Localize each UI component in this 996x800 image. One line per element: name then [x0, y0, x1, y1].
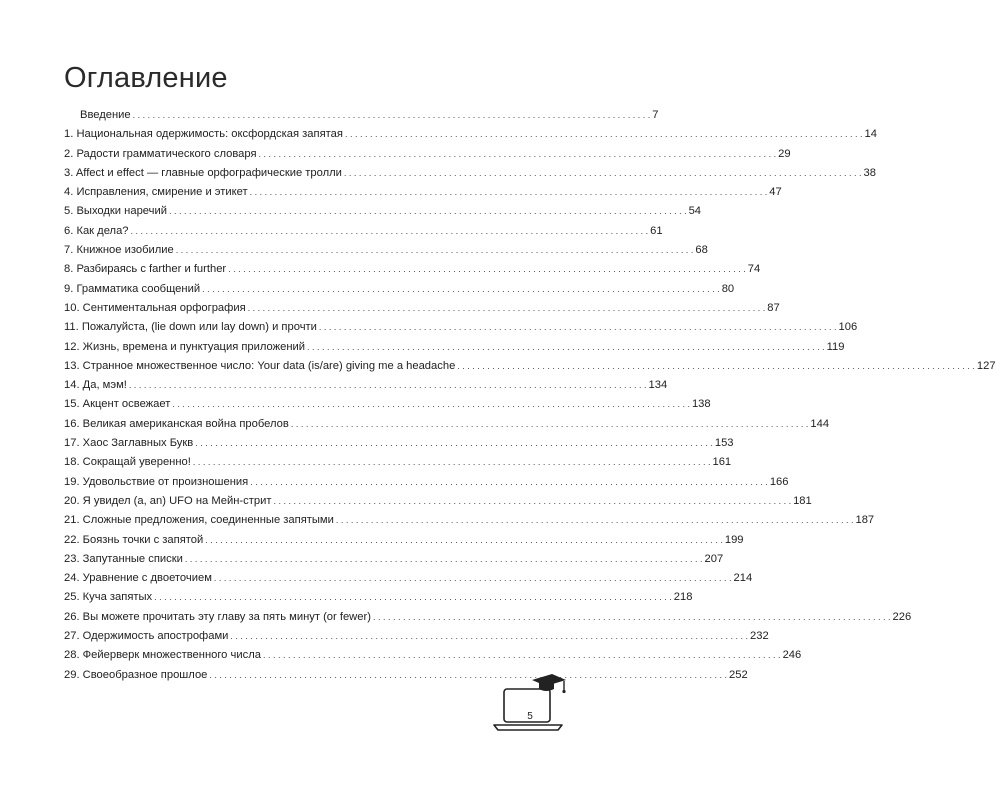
- toc-entry: [64, 511, 875, 530]
- toc-entry: [64, 202, 702, 221]
- toc-entry: [64, 145, 791, 164]
- toc-entry: [64, 125, 877, 144]
- toc-entry: [64, 241, 708, 260]
- toc-entry-page: 246: [782, 649, 802, 662]
- toc-entry-page: 7: [652, 109, 659, 121]
- toc-entry-page: 153: [714, 437, 734, 450]
- toc-entry-page: 14: [864, 128, 877, 141]
- dot-leader: [307, 338, 825, 357]
- toc-entry: [64, 627, 769, 646]
- toc-entry: [64, 415, 830, 434]
- toc-entry: [64, 646, 802, 665]
- toc-entry: [64, 376, 668, 395]
- toc-entry-page: 87: [767, 301, 780, 314]
- toc-entry-title: 25. Куча запятых: [64, 591, 153, 604]
- dot-leader: [344, 164, 862, 183]
- dot-leader: [228, 260, 746, 279]
- toc-entry: [64, 338, 845, 357]
- toc-entry-title: 10. Сентиментальная орфография: [64, 301, 246, 314]
- toc-entry: [64, 357, 996, 376]
- dot-leader: [193, 453, 711, 472]
- toc-entry-title: 11. Пожалуйста, (lie down или lay down) и прочти: [64, 321, 317, 334]
- dot-leader: [185, 550, 703, 569]
- toc-entry-title: 27. Одержимость апострофами: [64, 630, 229, 643]
- toc-entry: [64, 280, 735, 299]
- toc-entry: [64, 453, 732, 472]
- dot-leader: [250, 183, 768, 202]
- toc-entry-page: 138: [691, 398, 711, 411]
- table-of-contents: [64, 106, 996, 685]
- toc-entry-title: 5. Выходки наречий: [64, 205, 167, 218]
- dot-leader: [373, 608, 891, 627]
- toc-entry-title: 24. Уравнение с двоеточием: [64, 572, 212, 585]
- toc-entry-page: 61: [650, 224, 663, 237]
- toc-entry-title: Введение: [80, 109, 131, 121]
- toc-entry-title: 4. Исправления, смирение и этикет: [64, 186, 248, 199]
- dot-leader: [214, 569, 732, 588]
- dot-leader: [205, 531, 723, 550]
- dot-leader: [169, 202, 687, 221]
- toc-entry-page: 68: [695, 244, 708, 257]
- dot-leader: [263, 646, 781, 665]
- toc-entry-page: 119: [826, 340, 845, 353]
- toc-entry-page: 166: [769, 475, 789, 488]
- toc-entry-page: 38: [863, 166, 876, 179]
- toc-entry-page: 252: [729, 668, 748, 681]
- toc-entry-title: 3. Affect и effect — главные орфографические тролли: [64, 166, 342, 179]
- toc-entry: [64, 260, 761, 279]
- toc-entry-page: 187: [855, 514, 875, 527]
- toc-entry: [64, 531, 744, 550]
- toc-entry-page: 232: [750, 630, 769, 643]
- toc-entry-page: 134: [648, 379, 668, 392]
- toc-entry: [64, 492, 812, 511]
- dot-leader: [291, 415, 809, 434]
- dot-leader: [230, 627, 748, 646]
- toc-entry-page: 144: [810, 417, 830, 430]
- toc-entry: [64, 569, 753, 588]
- toc-entry-page: 226: [892, 610, 912, 623]
- toc-entry: [64, 106, 659, 125]
- toc-entry-page: 54: [688, 205, 702, 218]
- dot-leader: [209, 666, 727, 685]
- toc-entry: [64, 299, 780, 318]
- toc-entry-title: 22. Боязнь точки с запятой: [64, 533, 204, 546]
- toc-entry-title: 19. Удовольствие от произношения: [64, 475, 249, 488]
- toc-entry-title: 2. Радости грамматического словаря: [64, 147, 257, 160]
- dot-leader: [172, 395, 690, 414]
- toc-entry-title: 6. Как дела?: [64, 224, 129, 237]
- dot-leader: [345, 125, 863, 144]
- toc-entry: [64, 550, 724, 569]
- toc-entry-page: 218: [673, 591, 693, 604]
- toc-entry: [64, 222, 663, 241]
- toc-entry-title: 21. Сложные предложения, соединенные запятыми: [64, 514, 334, 527]
- toc-entry-title: 18. Сокращай уверенно!: [64, 456, 191, 469]
- toc-entry: [64, 183, 782, 202]
- dot-leader: [457, 357, 975, 376]
- page-number: 5: [527, 711, 533, 722]
- toc-entry: [64, 395, 711, 414]
- toc-entry-title: 9. Грамматика сообщений: [64, 282, 201, 295]
- dot-leader: [250, 473, 768, 492]
- dot-leader: [336, 511, 854, 530]
- toc-entry-page: 127: [976, 359, 996, 372]
- toc-entry-title: 1. Национальная одержимость: оксфордская запятая: [64, 128, 343, 141]
- toc-entry-title: 13. Странное множественное число: Your data (is/are) giving me a headache: [64, 359, 456, 372]
- toc-entry: [64, 473, 789, 492]
- dot-leader: [319, 318, 837, 337]
- toc-entry-page: 47: [769, 186, 782, 199]
- toc-entry-title: 29. Своеобразное прошлое: [64, 668, 208, 681]
- toc-entry-page: 80: [721, 282, 735, 295]
- dot-leader: [176, 241, 694, 260]
- toc-entry-page: 214: [733, 572, 753, 585]
- toc-entry-title: 7. Книжное изобилие: [64, 244, 174, 257]
- toc-entry: [64, 164, 876, 183]
- dot-leader: [273, 492, 791, 511]
- toc-entry-title: 20. Я увидел (a, an) UFO на Мейн-стрит: [64, 494, 272, 507]
- toc-entry-title: 8. Разбираясь с farther и further: [64, 263, 227, 276]
- dot-leader: [259, 145, 777, 164]
- toc-entry-title: 17. Хаос Заглавных Букв: [64, 437, 194, 450]
- dot-leader: [133, 106, 651, 125]
- toc-entry-title: 23. Запутанные списки: [64, 552, 183, 565]
- toc-entry: [64, 588, 693, 607]
- toc-entry-page: 29: [778, 147, 791, 160]
- toc-entry: [64, 318, 858, 337]
- toc-entry-title: 14. Да, мэм!: [64, 379, 127, 392]
- toc-entry: [64, 666, 748, 685]
- dot-leader: [131, 222, 649, 241]
- dot-leader: [154, 588, 672, 607]
- dot-leader: [202, 280, 720, 299]
- toc-entry-title: 15. Акцент освежает: [64, 398, 171, 411]
- dot-leader: [248, 299, 766, 318]
- toc-entry-page: 74: [747, 263, 761, 276]
- toc-entry-page: 181: [793, 494, 812, 507]
- dot-leader: [195, 434, 713, 453]
- toc-entry-page: 106: [838, 321, 858, 334]
- dot-leader: [129, 376, 647, 395]
- toc-entry-title: 26. Вы можете прочитать эту главу за пять минут (or fewer): [64, 610, 371, 623]
- toc-entry-page: 199: [724, 533, 744, 546]
- toc-entry-title: 28. Фейерверк множественного числа: [64, 649, 261, 662]
- toc-entry: [64, 434, 734, 453]
- toc-entry-page: 161: [712, 456, 732, 469]
- toc-entry-title: 16. Великая американская война пробелов: [64, 417, 289, 430]
- toc-entry-page: 207: [704, 552, 724, 565]
- toc-entry: [64, 608, 912, 627]
- toc-entry-title: 12. Жизнь, времена и пунктуация приложений: [64, 340, 306, 353]
- laptop-graduation-cap-icon: [492, 672, 568, 734]
- page-title: Оглавление: [64, 62, 228, 94]
